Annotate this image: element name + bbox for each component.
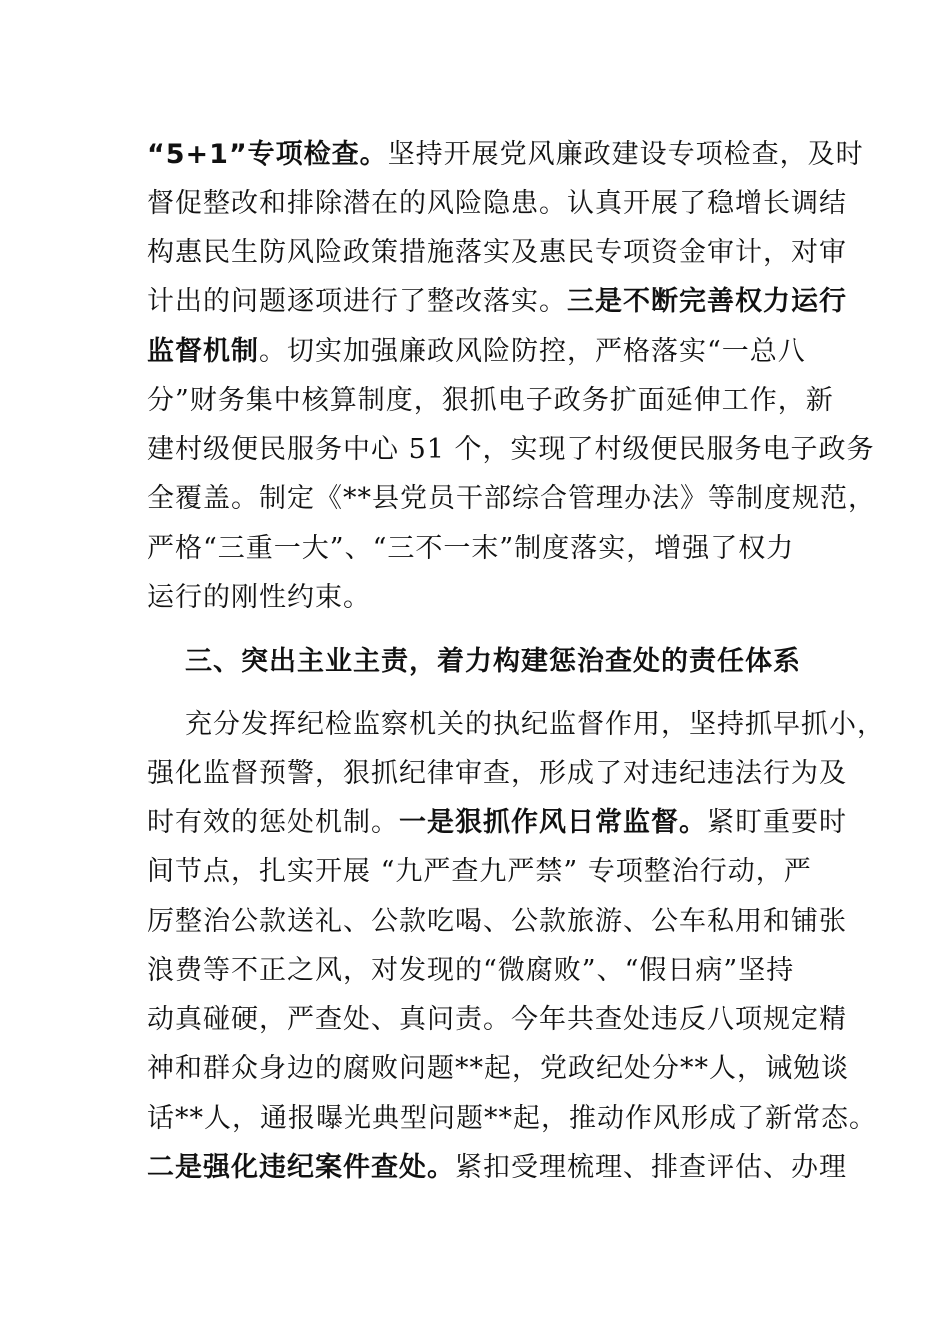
- text-run: 神和群众身边的腐败问题**起，党政纪处分**人，诫勉谈: [147, 1053, 849, 1084]
- text-run: 建村级便民服务中心 51 个，实现了村级便民服务电子政务: [147, 434, 875, 465]
- text-line: [147, 335, 806, 369]
- text-line: [147, 855, 812, 889]
- text-line: [147, 581, 371, 615]
- text-run: 话**人，通报曝光典型问题**起，推动作风形成了新常态。: [147, 1103, 877, 1134]
- text-run: 动真碰硬，严查处、真问责。今年共查处违反八项规定精: [147, 1004, 847, 1035]
- section-heading: [185, 645, 801, 679]
- text-line: [147, 187, 847, 221]
- text-run: 紧扣受理梳理、排查评估、办理: [455, 1152, 847, 1183]
- text-run: 全覆盖。制定《**县党员干部综合管理办法》等制度规范，: [147, 483, 876, 514]
- text-run: 间节点，扎实开展 “九严查九严禁” 专项整治行动，严: [147, 856, 812, 887]
- text-run: 。切实加强廉政风险防控，严格落实“一总八: [259, 336, 806, 367]
- text-line: [147, 138, 864, 172]
- bold-run: 三是不断完善权力运行: [567, 286, 847, 317]
- text-line: [147, 433, 875, 467]
- text-run: 时有效的惩处机制。: [147, 807, 399, 838]
- bold-run: 一是狠抓作风日常监督。: [399, 807, 707, 838]
- text-line: [147, 905, 847, 939]
- text-line: [147, 236, 847, 270]
- text-run: 紧盯重要时: [707, 807, 847, 838]
- text-line: [147, 954, 794, 988]
- text-line: [185, 708, 885, 742]
- text-line: [147, 1151, 847, 1185]
- text-run: 计出的问题逐项进行了整改落实。: [147, 286, 567, 317]
- text-run: 强化监督预警，狠抓纪律审查，形成了对违纪违法行为及: [147, 758, 847, 789]
- text-line: [147, 1052, 849, 1086]
- text-run: 坚持开展党风廉政建设专项检查，及时: [387, 139, 864, 170]
- bold-run: 二是强化违纪案件查处。: [147, 1152, 455, 1183]
- text-line: [147, 757, 847, 791]
- text-run: 厉整治公款送礼、公款吃喝、公款旅游、公车私用和铺张: [147, 906, 847, 937]
- text-run: 运行的刚性约束。: [147, 582, 371, 613]
- text-line: [147, 384, 834, 418]
- text-line: [147, 285, 847, 319]
- text-line: [147, 532, 794, 566]
- text-line: [147, 1003, 847, 1037]
- text-line: [147, 482, 876, 516]
- text-line: [147, 806, 847, 840]
- text-run: 浪费等不正之风，对发现的“微腐败”、“假日病”坚持: [147, 955, 795, 986]
- text-line: [147, 1102, 877, 1136]
- bold-run: 三、突出主业主责，着力构建惩治查处的责任体系: [185, 646, 801, 677]
- text-run: 分”财务集中核算制度，狠抓电子政务扩面延伸工作，新: [147, 385, 834, 416]
- text-run: 构惠民生防风险政策措施落实及惠民专项资金审计，对审: [147, 237, 847, 268]
- bold-run: 监督机制: [147, 336, 259, 367]
- bold-run: “5+1”专项检查。: [147, 139, 388, 170]
- text-run: 充分发挥纪检监察机关的执纪监督作用，坚持抓早抓小，: [185, 709, 885, 740]
- text-run: 督促整改和排除潜在的风险隐患。认真开展了稳增长调结: [147, 188, 847, 219]
- text-run: 严格“三重一大”、“三不一末”制度落实，增强了权力: [147, 533, 795, 564]
